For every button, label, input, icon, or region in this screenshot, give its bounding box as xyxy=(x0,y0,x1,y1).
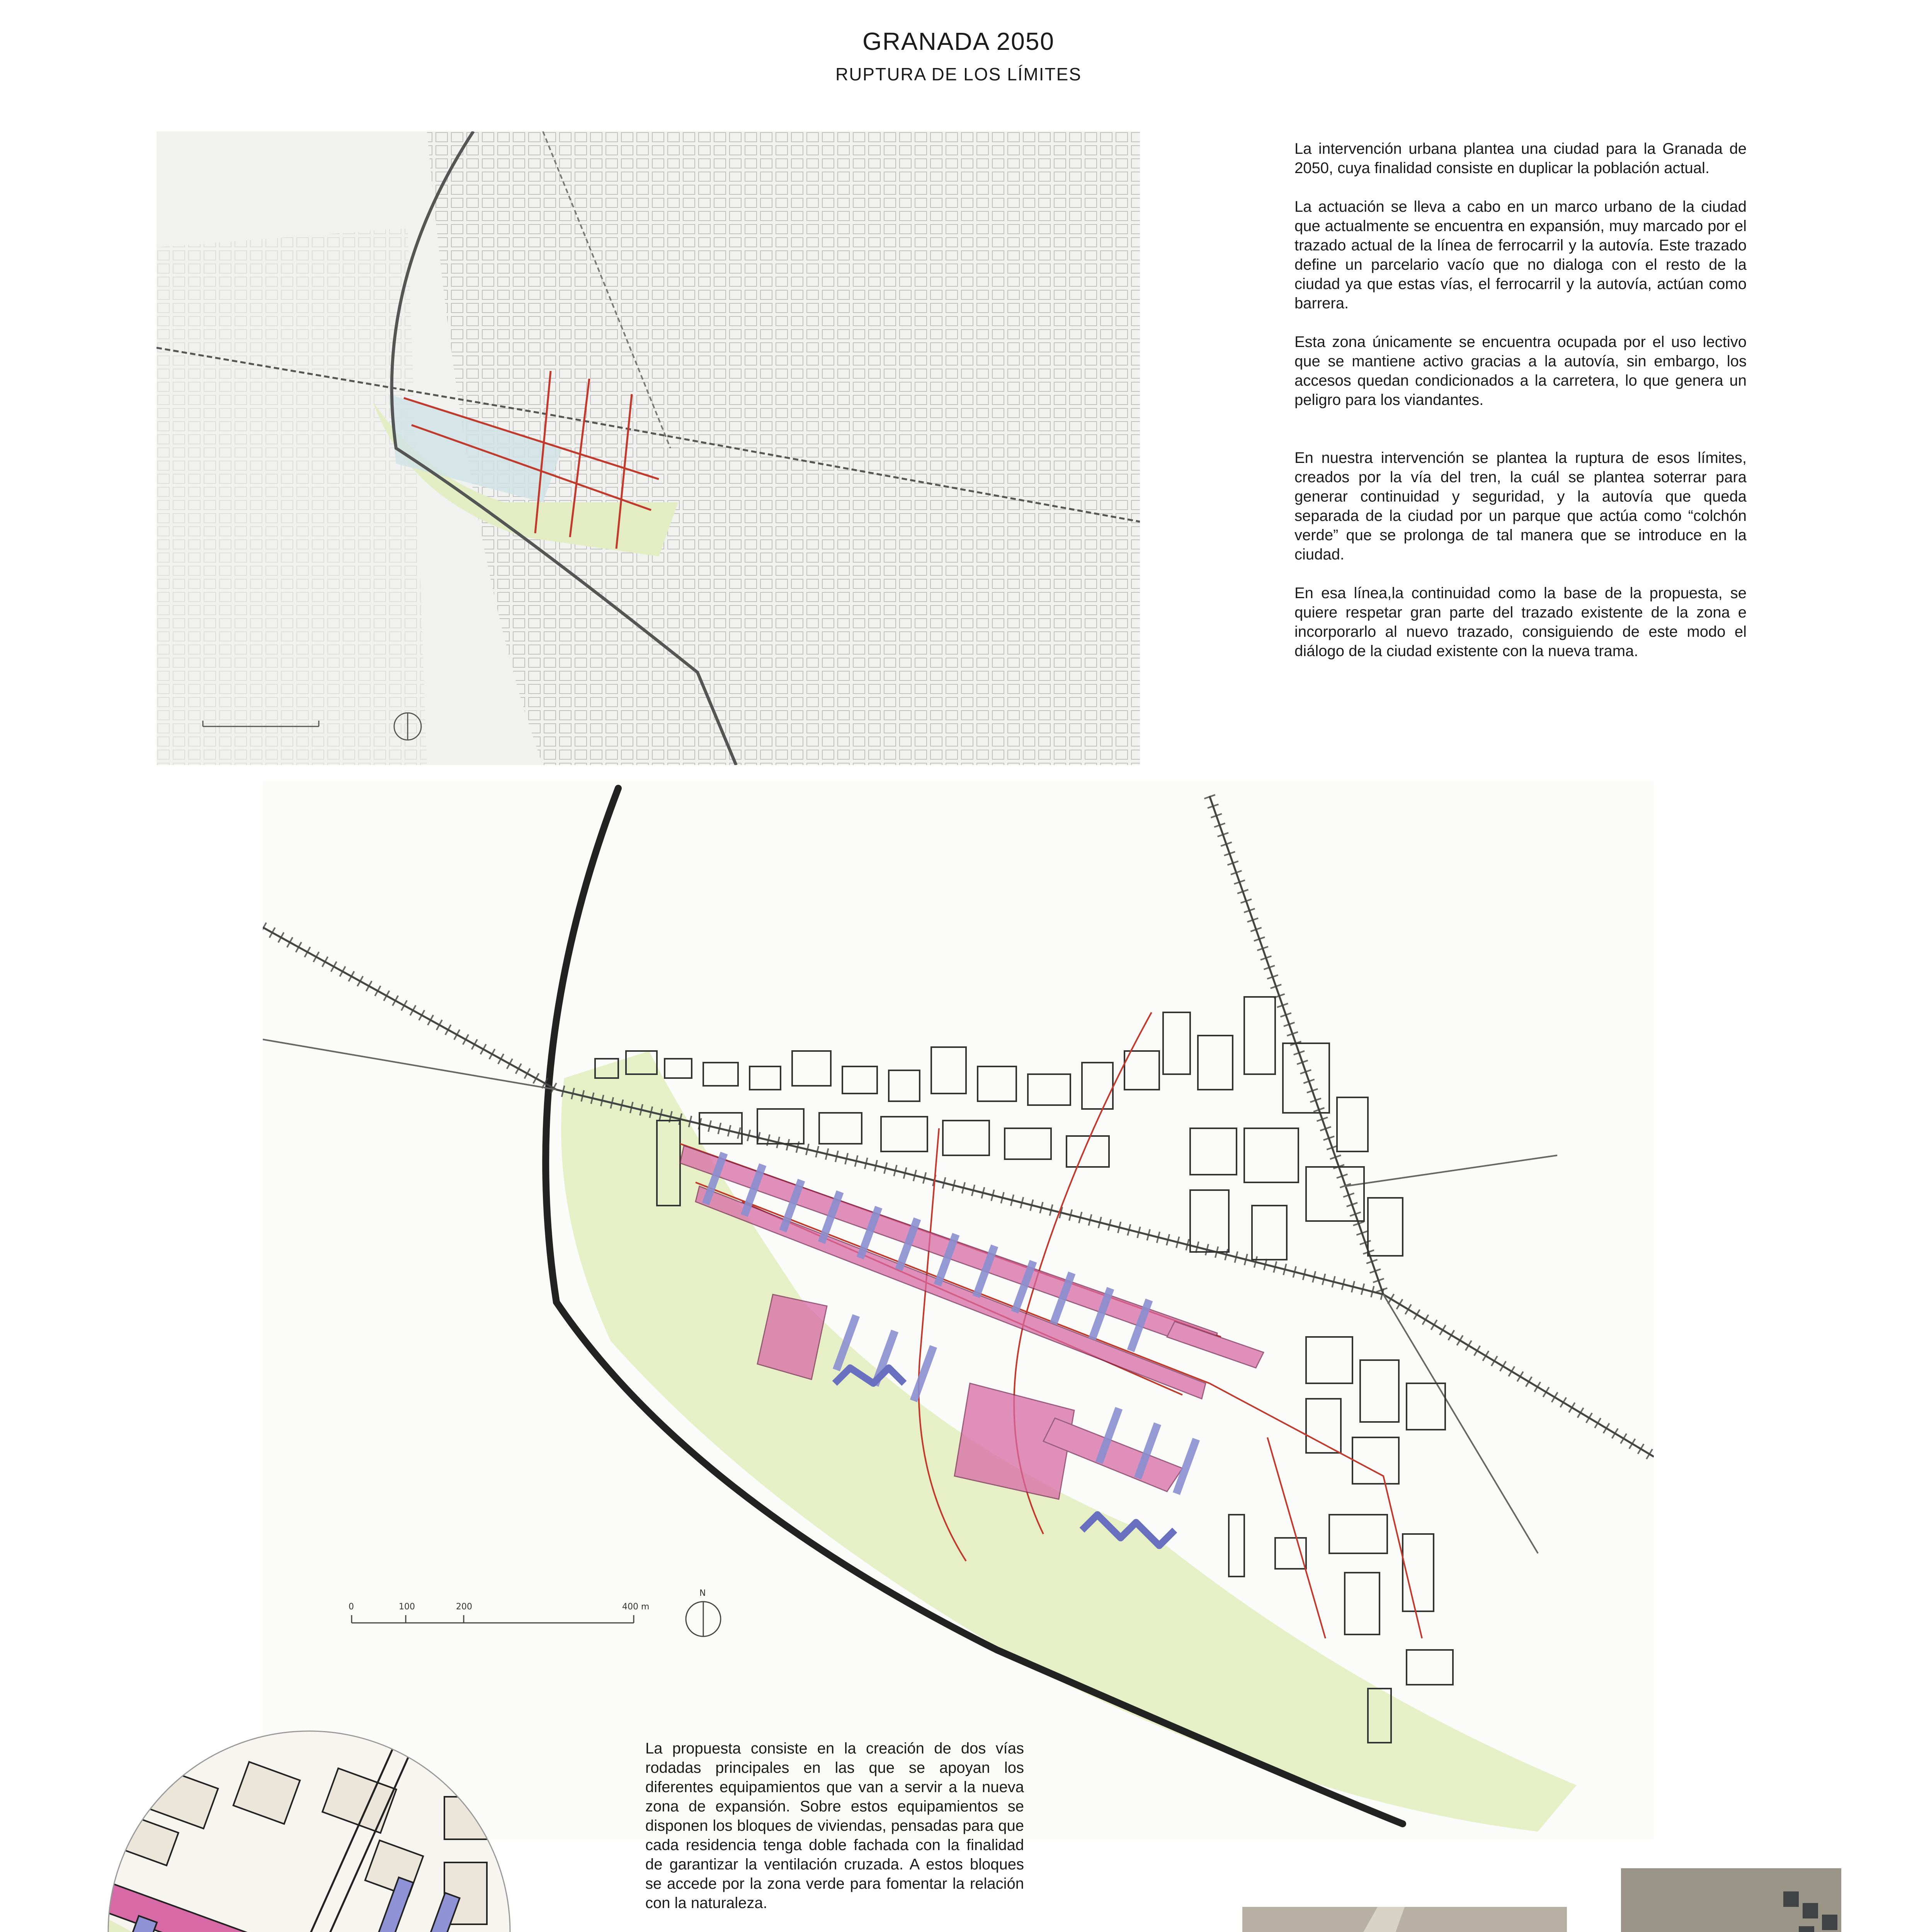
model-photo-1 xyxy=(1242,1907,1567,1932)
scale-label: 200 xyxy=(456,1602,472,1612)
detail-drawings xyxy=(0,1662,603,1932)
intro-paragraph: La intervención urbana plantea una ciudad para la Granada de 2050, cuya finalidad consiste en duplicar la población actual. xyxy=(1294,140,1747,177)
city-location-map xyxy=(156,131,1140,765)
scale-label: 100 xyxy=(399,1602,415,1612)
scale-label: 400 m xyxy=(622,1602,650,1612)
intro-paragraph: En nuestra intervención se plantea la ruptura de esos límites, creados por la vía del tren, la cuál se plantea soterrar para generar continuidad y seguridad, y la autovía que queda separada de la ciudad por un parque que actúa como “colchón verde” que se prolonga de tal manera que se introduce en la ciudad. xyxy=(1294,449,1747,563)
proposal-paragraph: La propuesta consiste en la creación de dos vías rodadas principales en las que se apoyan los diferentes equipamientos que van a servir a la nueva zona de expansión. Sobre estos equipamientos se disponen los bloques de viviendas, pensadas para que cada residencia tenga doble fachada con la finalidad de garantizar la ventilación cruzada. A estos bloques se accede por la zona verde para fomentar la relación con la naturaleza. xyxy=(645,1740,1024,1912)
intro-text xyxy=(1294,139,1747,680)
intro-paragraph: En esa línea,la continuidad como la base de la propuesta, se quiere respetar gran parte del trazado existente de la zona e incorporarlo al nuevo trazado, consiguiendo de este modo el diálogo de la ciudad existente con la nueva trama. xyxy=(1294,585,1747,660)
proposal-text xyxy=(645,1739,1024,1932)
model-photo-2 xyxy=(1621,1868,1841,1932)
scale-label: 0 xyxy=(349,1602,354,1612)
page-subtitle: RUPTURA DE LOS LÍMITES xyxy=(835,64,1082,84)
north-label: N xyxy=(699,1588,706,1598)
page-title: GRANADA 2050 xyxy=(862,27,1055,55)
intro-paragraph: La actuación se lleva a cabo en un marco urbano de la ciudad que actualmente se encuentra en expansión, muy marcado por el trazado actual de la línea de ferrocarril y la autovía. Este trazado define un parcelario vacío que no dialoga con el resto de la ciudad ya que estas vías, el ferrocarril y la autovía, actúan como barrera. xyxy=(1294,198,1747,312)
intro-paragraph: Esta zona únicamente se encuentra ocupada por el uso lectivo que se mantiene activo gracias a la autovía, sin embargo, los accesos quedan condicionados a la carretera, lo que genera un peligro para los viandantes. xyxy=(1294,333,1747,408)
